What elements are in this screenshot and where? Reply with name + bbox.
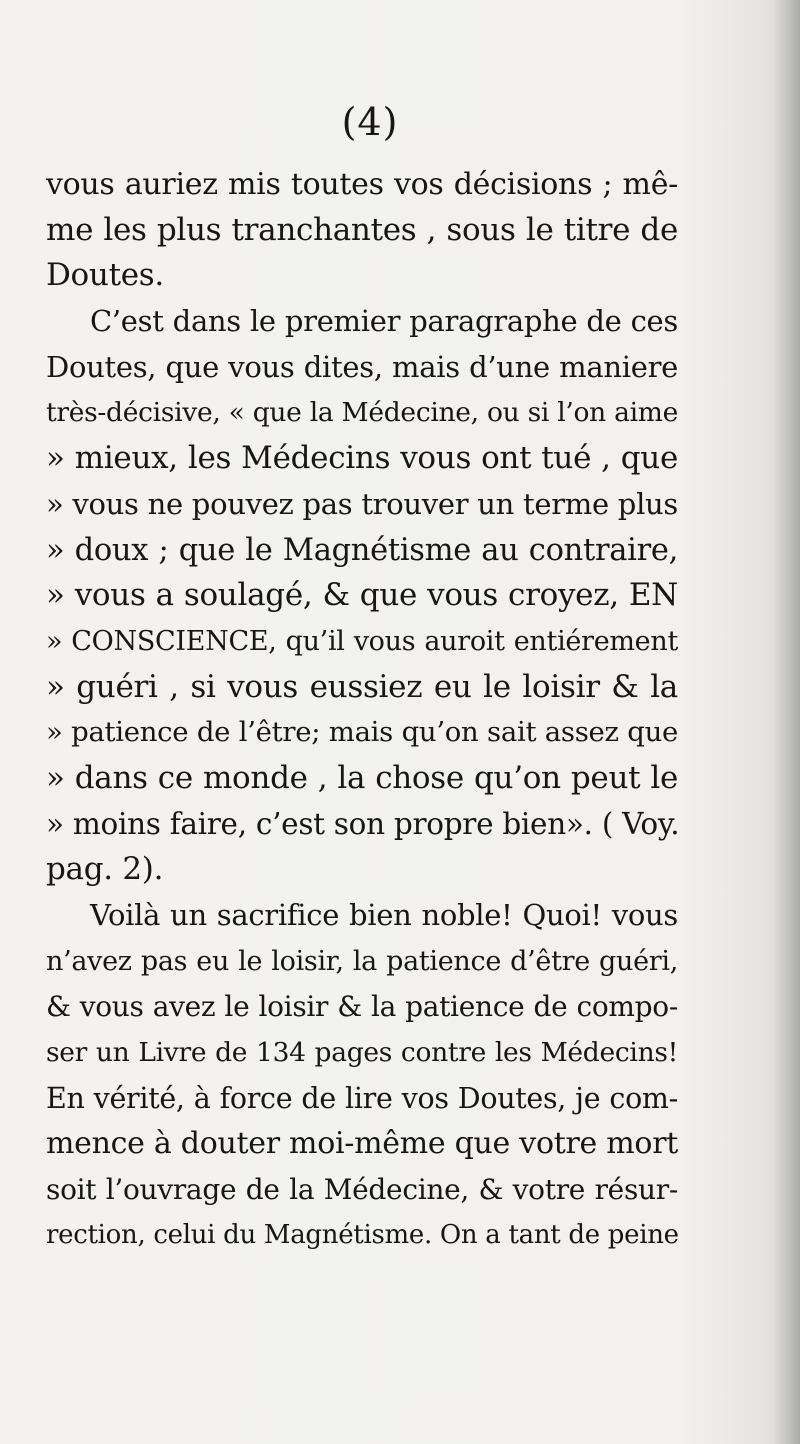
text-line: me les plus tranchantes , sous le titre de	[46, 211, 678, 248]
text-line: C’est dans le premier paragraphe de ces	[90, 304, 678, 339]
page-edge-shadow	[774, 0, 800, 1444]
text-line: ser un Livre de 134 pages contre les Médecins!	[46, 1037, 678, 1069]
page-number: (4)	[341, 100, 399, 144]
text-line: vous auriez mis toutes vos décisions ; mê-	[46, 167, 678, 202]
text-line: très-décisive, « que la Médecine, ou si l’on aime	[46, 397, 678, 429]
text-line: n’avez pas eu le loisir, la patience d’être guéri,	[46, 945, 678, 977]
text-line: pag. 2).	[46, 851, 164, 888]
text-line: & vous avez le loisir & la patience de compo-	[46, 990, 678, 1024]
text-line: » doux ; que le Magnétisme au contraire,	[46, 532, 678, 568]
text-line: » moins faire, c’est son propre bien». ( Voy.	[46, 806, 680, 841]
text-line: » vous a soulagé, & que vous croyez, EN	[46, 577, 678, 614]
text-line: Doutes.	[46, 257, 164, 294]
text-line: Voilà un sacrifice bien noble! Quoi! vous	[90, 898, 678, 932]
text-line: » dans ce monde , la chose qu’on peut le	[46, 759, 678, 796]
text-line: » mieux, les Médecins vous ont tué , que	[46, 440, 678, 477]
text-line: Doutes, que vous dites, mais d’une maniere	[46, 349, 678, 384]
text-line: soit l’ouvrage de la Médecine, & votre résur-	[46, 1173, 678, 1207]
body-text	[46, 162, 678, 1259]
text-line: » vous ne pouvez pas trouver un terme plus	[46, 486, 678, 521]
text-line: En vérité, à force de lire vos Doutes, je com-	[46, 1081, 678, 1115]
text-line: » CONSCIENCE, qu’il vous auroit entiérement	[46, 625, 678, 657]
text-line: » patience de l’être; mais qu’on sait assez que	[46, 716, 678, 749]
text-line: mence à douter moi-même que votre mort	[46, 1126, 678, 1162]
text-line: rection, celui du Magnétisme. On a tant de peine	[46, 1219, 679, 1250]
text-line: » guéri , si vous eussiez eu le loisir & la	[46, 668, 678, 705]
